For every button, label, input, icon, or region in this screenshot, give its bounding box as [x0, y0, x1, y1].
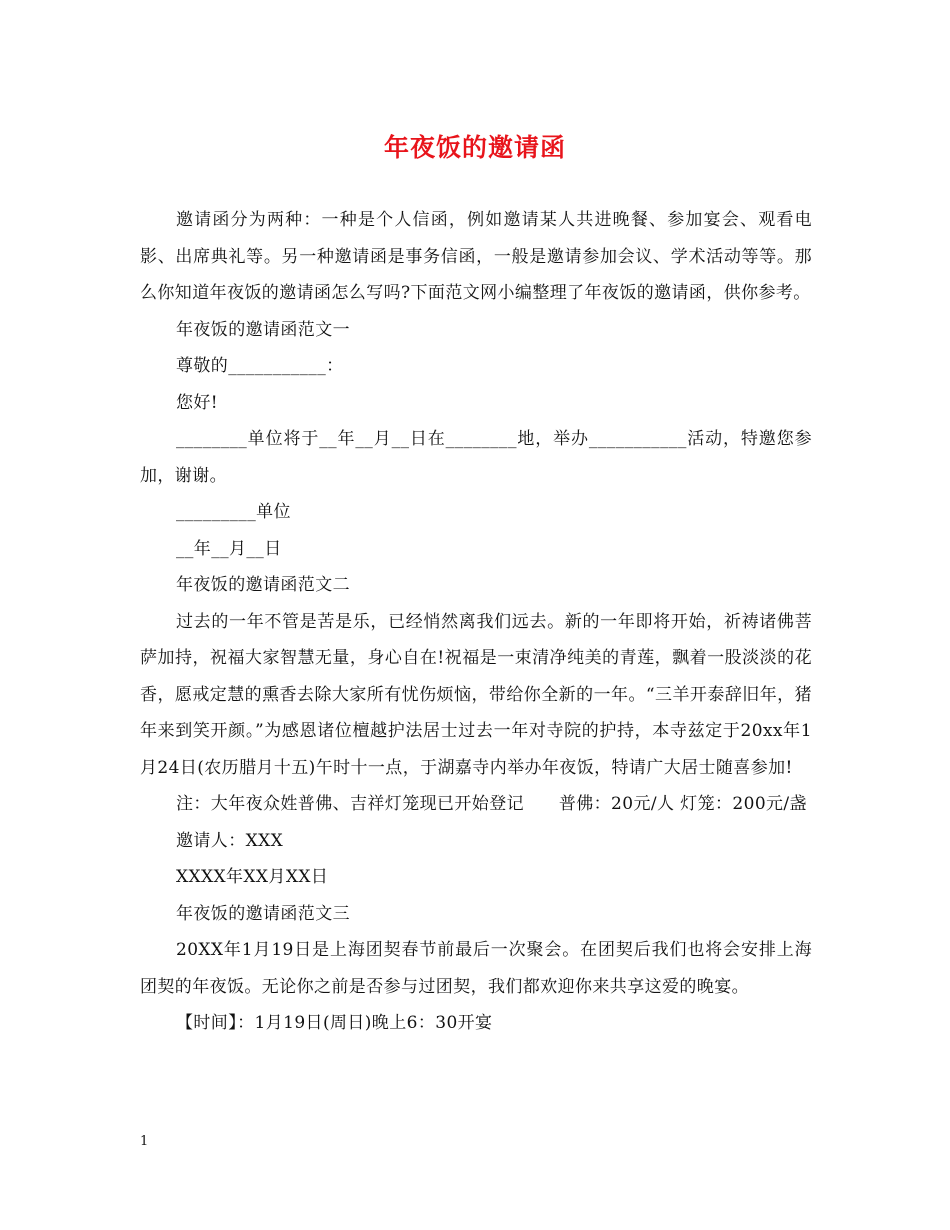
page-number: 1 — [140, 1134, 149, 1149]
inviter-date: XXXX年XX月XX日 — [176, 867, 329, 887]
page-title: 年夜饭的邀请函 — [383, 133, 566, 162]
document-body — [140, 202, 812, 1042]
temple-invitation-paragraph: 过去的一年不管是苦是乐，已经悄然离我们远去。新的一年即将开始，祈祷诸佛菩萨加持，祝福大家智慧无量，身心自在!祝福是一束清净纯美的青莲，飘着一股淡淡的花香，愿戒定慧的熏香去除大家所有忧伤烦恼，带给你全新的一年。“三羊开泰辞旧年，猪年来到笑开颜。”为感恩诸位檀越护法居士过去一年对寺院的护持，本寺兹定于20xx年1月24日(农历腊月十五)午时十一点，于湖嘉寺内举办年夜饭，特请广大居士随喜参加! — [140, 611, 812, 778]
registration-note: 注：大年夜众姓普佛、吉祥灯笼现已开始登记 普佛：20元/人 灯笼：200元/盏 — [176, 794, 807, 814]
section-heading-sample-2: 年夜饭的邀请函范文二 — [176, 575, 350, 595]
salutation: 尊敬的___________： — [176, 356, 344, 376]
signature-unit: _________单位 — [176, 502, 291, 522]
fellowship-paragraph: 20XX年1月19日是上海团契春节前最后一次聚会。在团契后我们也将会安排上海团契的年夜饭。无论你之前是否参与过团契，我们都欢迎你来共享这爱的晚宴。 — [140, 940, 812, 997]
intro-paragraph: 邀请函分为两种：一种是个人信函，例如邀请某人共进晚餐、参加宴会、观看电影、出席典礼等。另一种邀请函是事务信函，一般是邀请参加会议、学术活动等等。那么你知道年夜饭的邀请函怎么写吗?下面范文网小编整理了年夜饭的邀请函，供你参考。 — [140, 210, 812, 303]
inviter-line: 邀请人：XXX — [176, 830, 284, 851]
section-heading-sample-1: 年夜饭的邀请函范文一 — [176, 319, 350, 340]
greeting: 您好! — [176, 392, 219, 413]
time-line: 【时间】：1月19日(周日)晚上6：30开宴 — [176, 1013, 493, 1033]
invitation-template-paragraph: ________单位将于__年__月__日在________地，举办___________活动，特邀您参加，谢谢。 — [140, 429, 812, 486]
section-heading-sample-3: 年夜饭的邀请函范文三 — [176, 903, 350, 924]
signature-date: __年__月__日 — [176, 538, 282, 559]
